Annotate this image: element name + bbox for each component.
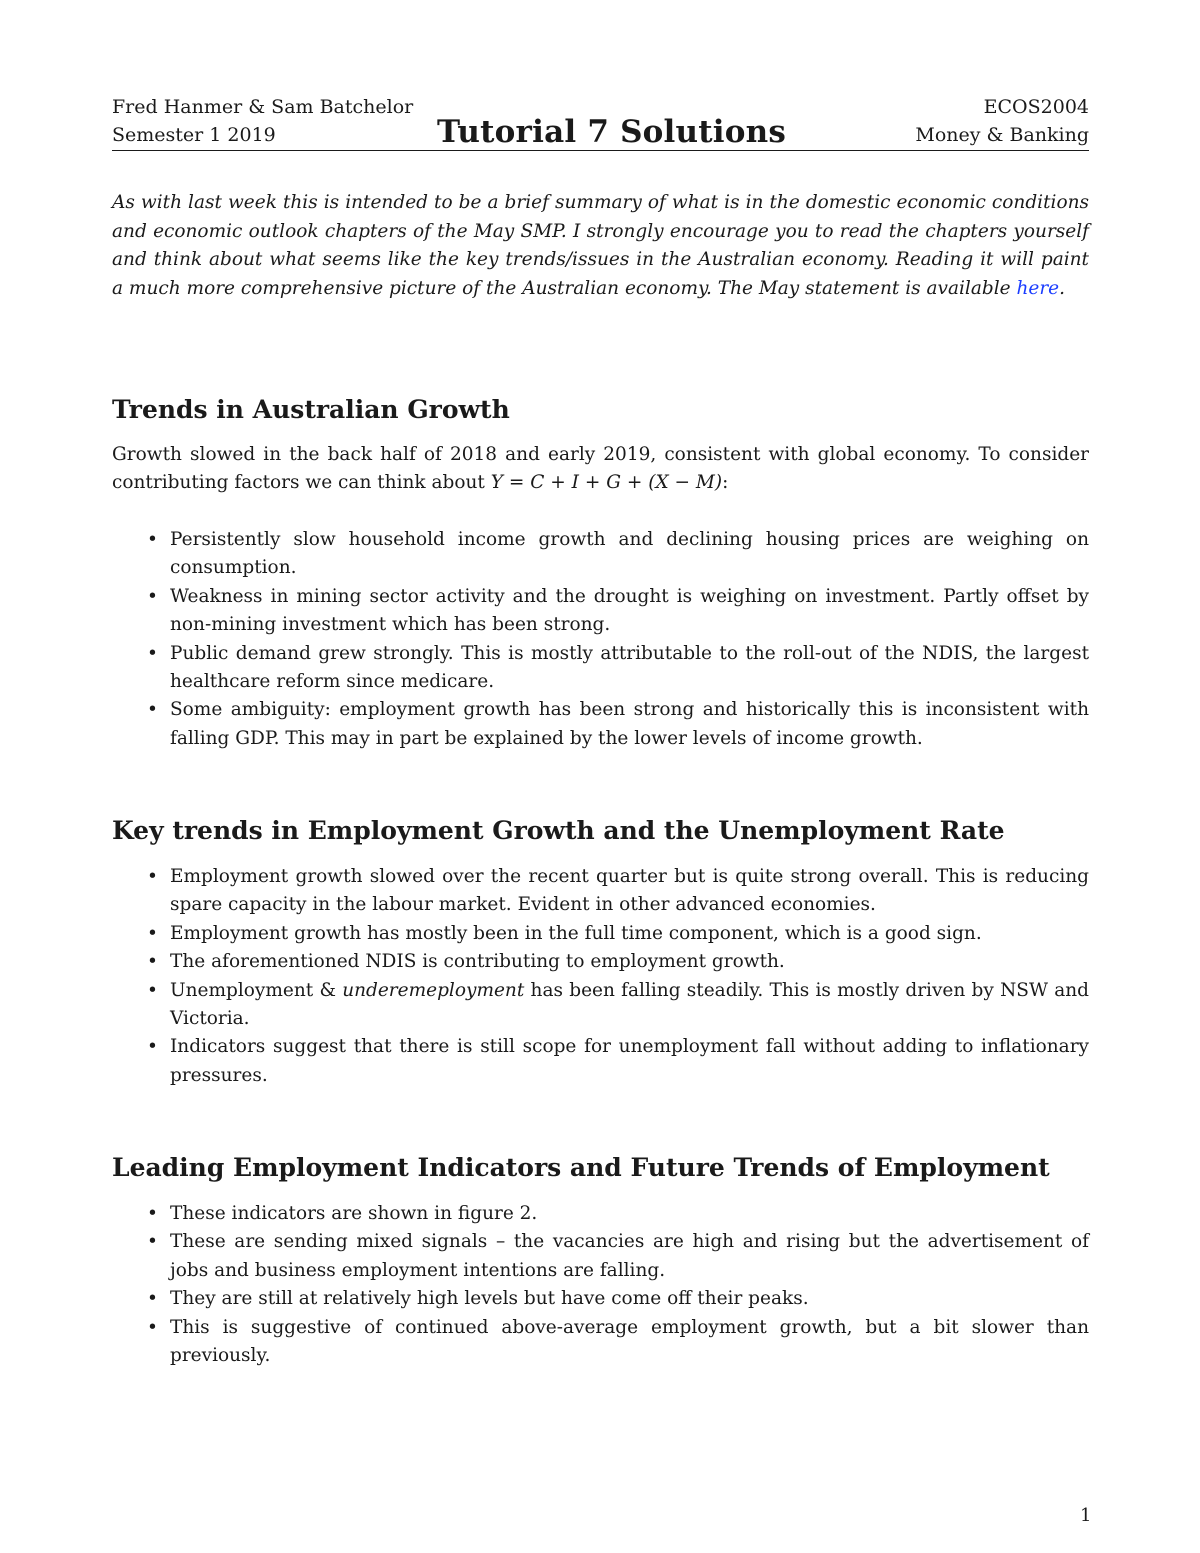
- bullet-icon: •: [147, 979, 158, 1001]
- list-item-text: This is suggestive of continued above-average employment growth, but a bit slower than previously.: [170, 1316, 1089, 1367]
- list-item: [112, 640, 1089, 697]
- list-item: [112, 1033, 1089, 1090]
- growth-paragraph-text: Growth slowed in the back half of 2018 and early 2019, consistent with global economy. To consider contributing factors we can think about: [112, 444, 1089, 494]
- list-item-text: Public demand grew strongly. This is mostly attributable to the roll-out of the NDIS, the largest healthcare reform since medicare.: [170, 642, 1089, 693]
- list-item-text: Some ambiguity: employment growth has been strong and historically this is inconsistent with falling GDP. This may in part be explained by the lower levels of income growth.: [170, 699, 1089, 749]
- employment-bullet-list: [112, 863, 1089, 1090]
- bullet-icon: •: [147, 1288, 158, 1310]
- list-item-text: These are sending mixed signals – the vacancies are high and rising but the advertisement of jobs and business employment intentions are falling.: [170, 1231, 1089, 1281]
- list-item: [112, 526, 1089, 583]
- page-title: Tutorial 7 Solutions: [437, 114, 787, 150]
- growth-paragraph: [112, 441, 1089, 498]
- list-item: [112, 1314, 1089, 1371]
- bullet-icon: •: [147, 1316, 158, 1338]
- list-item: [112, 863, 1089, 920]
- intro-end: .: [1059, 277, 1065, 299]
- intro-paragraph: [112, 189, 1089, 303]
- bullet-icon: •: [147, 922, 158, 944]
- list-item-text: Employment growth has mostly been in the full time component, which is a good sign.: [170, 922, 982, 944]
- intro-text: As with last week this is intended to be a brief summary of what is in the domestic economic conditions and economic outlook chapters of the May SMP. I strongly encourage you to read the chapters yourself and think about what seems like the key trends/issues in the Australian economy. Reading it will paint a much more comprehensive picture of the Australian economy. The May statement is available: [112, 192, 1089, 299]
- indicators-bullet-list: [112, 1200, 1089, 1370]
- growth-bullet-list: [112, 526, 1089, 753]
- list-item: [112, 583, 1089, 640]
- list-item: [112, 1228, 1089, 1285]
- growth-paragraph-end: :: [722, 472, 729, 494]
- page-number: 1: [1080, 1505, 1092, 1526]
- bullet-icon: •: [147, 642, 158, 664]
- section-heading-indicators: Leading Employment Indicators and Future Trends of Employment: [112, 1153, 1050, 1182]
- list-item-text-end: has been falling steadily. This is mostly driven by NSW and Victoria.: [170, 979, 1090, 1030]
- list-item-text: Employment growth slowed over the recent quarter but is quite strong overall. This is reducing spare capacity in the labour market. Evident in other advanced economies.: [170, 866, 1089, 916]
- header-semester: Semester 1 2019: [112, 124, 276, 146]
- list-item-text: The aforementioned NDIS is contributing to employment growth.: [170, 951, 785, 973]
- bullet-icon: •: [147, 1231, 158, 1253]
- list-item: [112, 948, 1089, 976]
- bullet-icon: •: [147, 699, 158, 721]
- bullet-icon: •: [147, 866, 158, 887]
- bullet-icon: •: [147, 1036, 158, 1058]
- header-course-name: Money & Banking: [915, 124, 1089, 146]
- header-course-code: ECOS2004: [983, 96, 1089, 118]
- bullet-icon: •: [147, 529, 158, 550]
- list-item: [112, 920, 1089, 948]
- gdp-equation: Y = C + I + G + (X − M): [490, 472, 723, 494]
- list-item: [112, 977, 1089, 1034]
- header-divider: [112, 150, 1089, 151]
- list-item-text: These indicators are shown in figure 2.: [170, 1203, 538, 1224]
- section-heading-growth: Trends in Australian Growth: [112, 395, 510, 424]
- bullet-icon: •: [147, 1203, 158, 1224]
- section-heading-employment: Key trends in Employment Growth and the Unemployment Rate: [112, 816, 1005, 845]
- list-item-text: Unemployment &: [170, 979, 343, 1001]
- bullet-icon: •: [147, 951, 158, 973]
- smp-link[interactable]: here: [1016, 277, 1060, 299]
- list-item: [112, 1285, 1089, 1313]
- list-item-text: Indicators suggest that there is still scope for unemployment fall without adding to inflationary pressures.: [170, 1036, 1089, 1086]
- list-item-text: They are still at relatively high levels but have come off their peaks.: [170, 1288, 809, 1310]
- underemployment-term: underemeployment: [342, 979, 525, 1001]
- list-item: [112, 696, 1089, 753]
- bullet-icon: •: [147, 585, 158, 607]
- list-item: [112, 1200, 1089, 1228]
- list-item-text: Persistently slow household income growth and declining housing prices are weighing on consumption.: [170, 529, 1089, 579]
- header-authors: Fred Hanmer & Sam Batchelor: [112, 96, 414, 118]
- list-item-text: Weakness in mining sector activity and the drought is weighing on investment. Partly offset by non-mining investment which has been strong.: [170, 585, 1089, 636]
